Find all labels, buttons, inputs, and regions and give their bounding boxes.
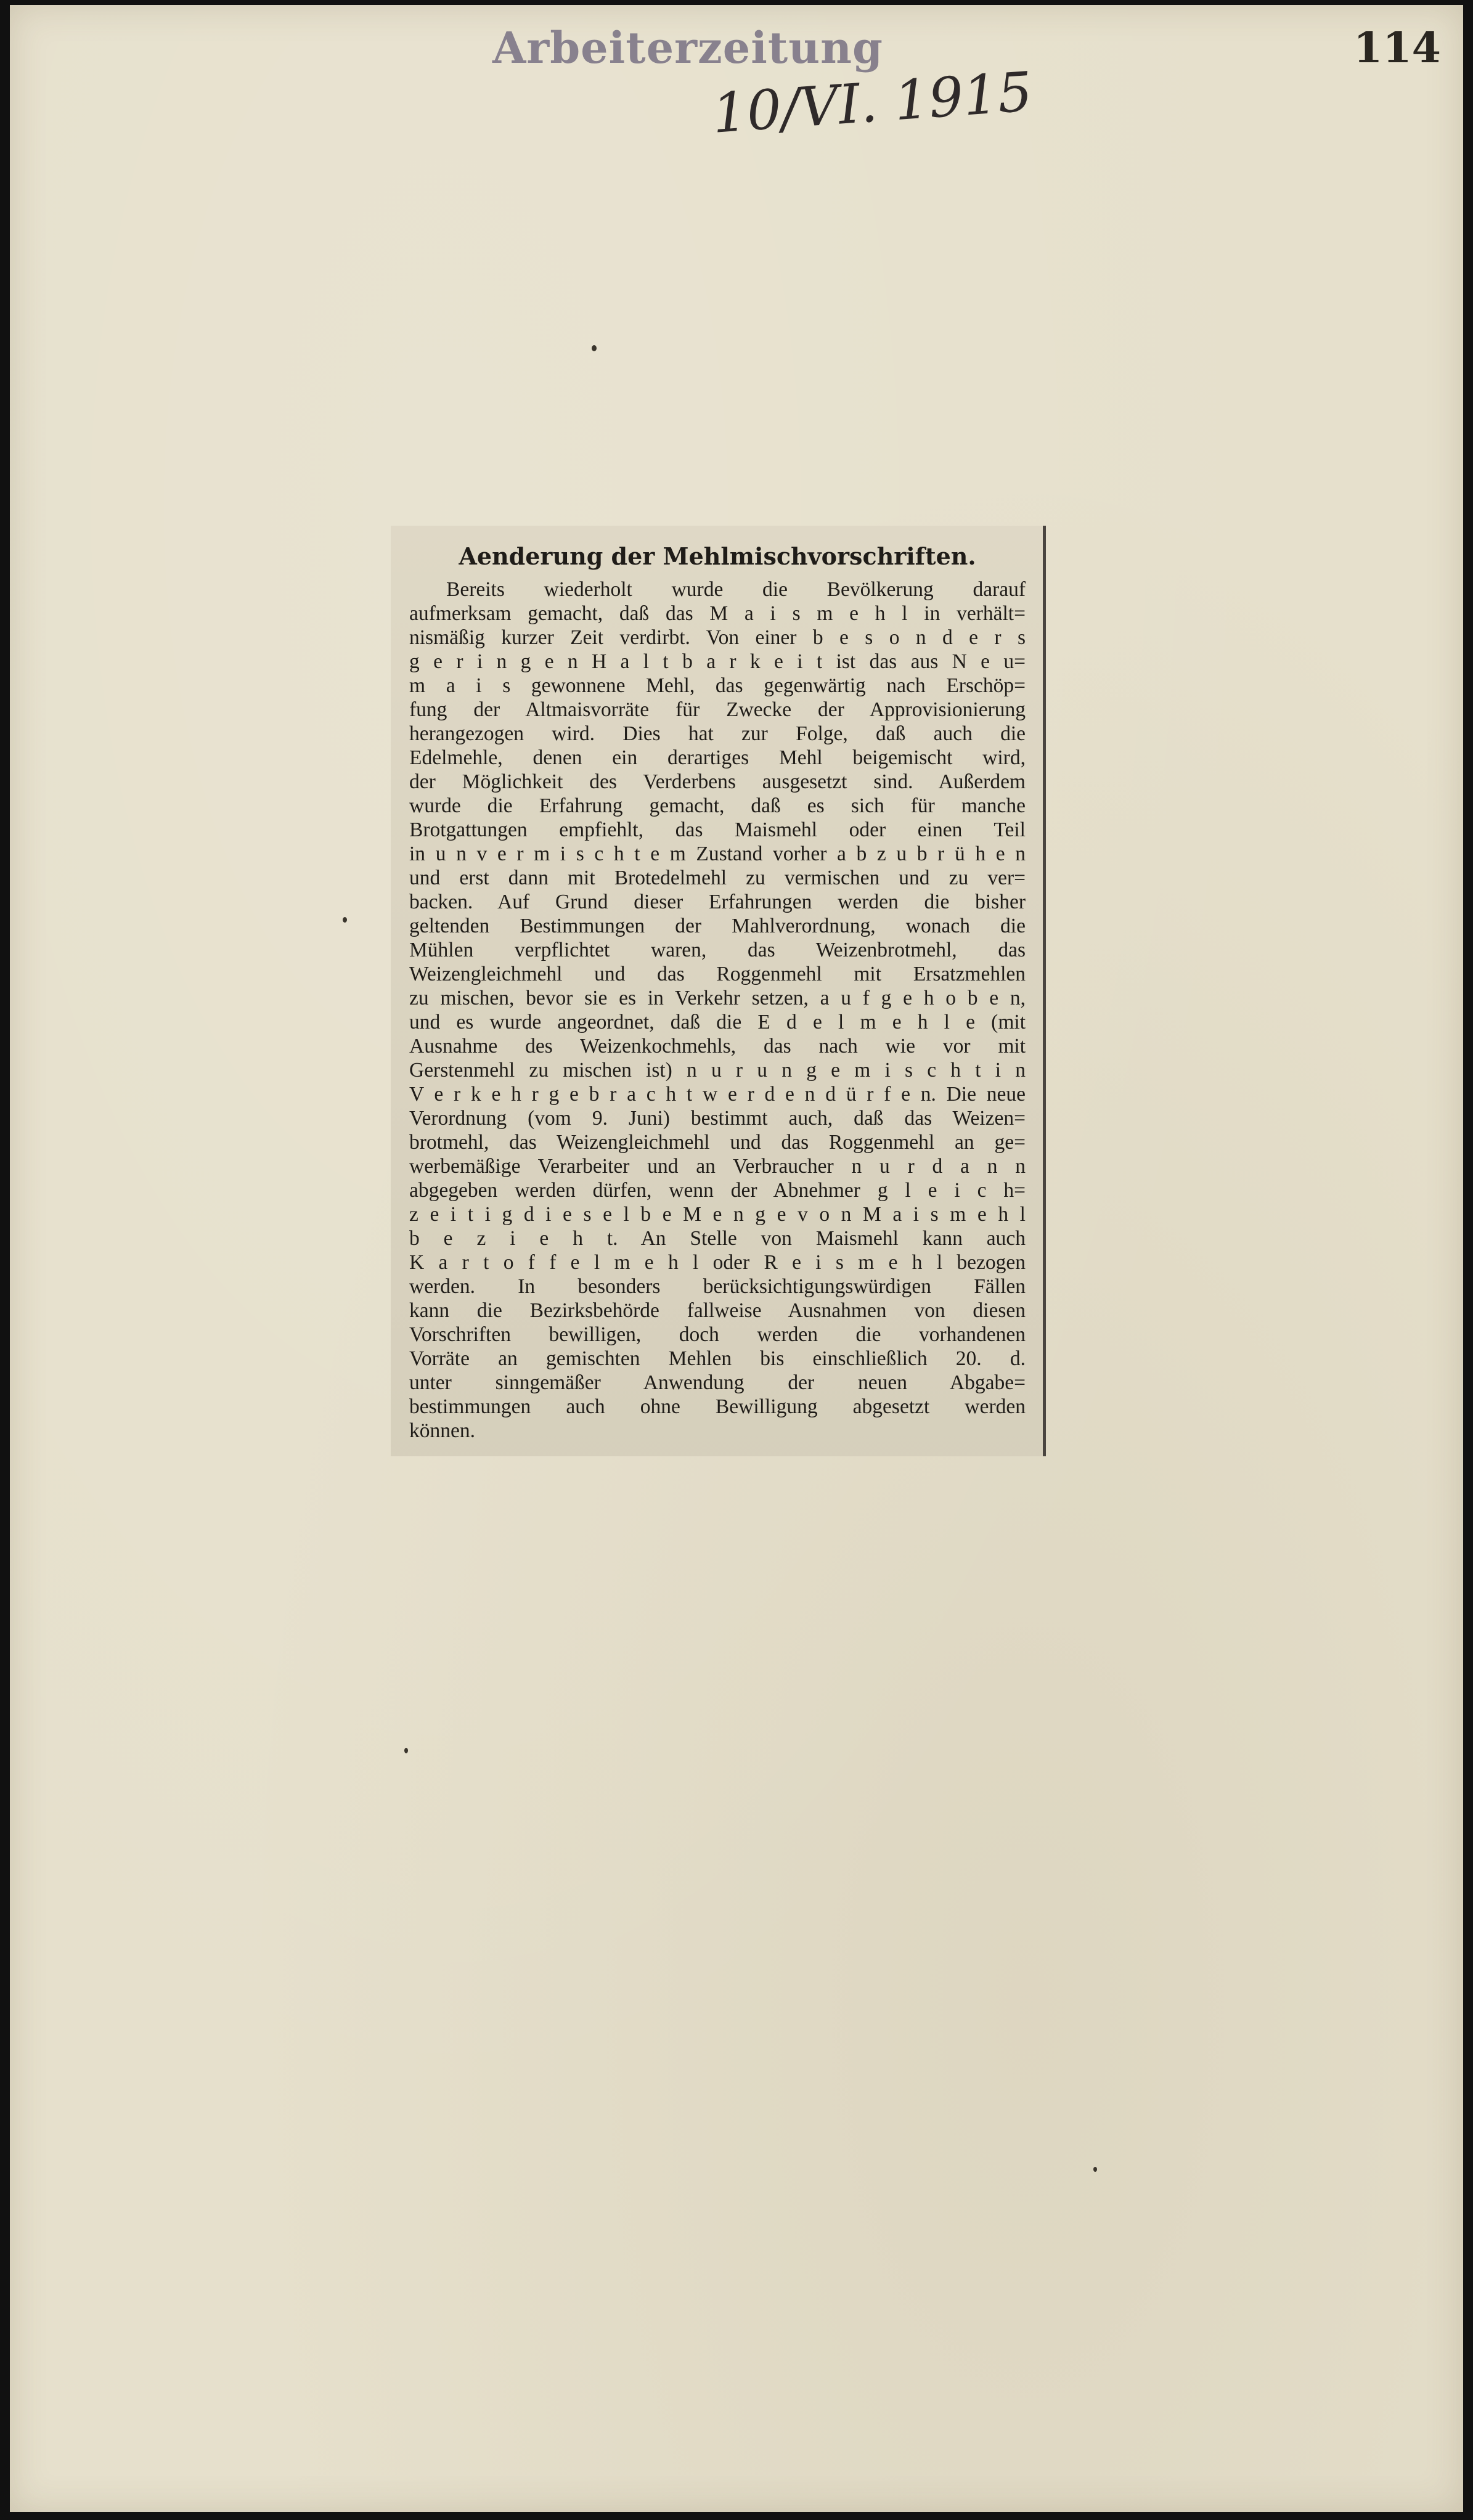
article-line: nismäßig kurzer Zeit verdirbt. Von einer b e s o n d e r s (409, 626, 1026, 649)
newspaper-clipping (391, 526, 1046, 1456)
article-line: Edelmehle, denen ein derartiges Mehl beigemischt wird, (409, 746, 1026, 769)
paper-speck (343, 917, 347, 923)
article-line: in u n v e r m i s c h t e m Zustand vorher a b z u b r ü h e n (409, 842, 1026, 865)
article-line: unter sinngemäßer Anwendung der neuen Abgabe= (409, 1371, 1026, 1394)
article-line: Verordnung (vom 9. Juni) bestimmt auch, daß das Weizen= (409, 1107, 1026, 1130)
archive-sheet (10, 5, 1463, 2512)
paper-speck (404, 1748, 408, 1753)
article-line: fung der Altmaisvorräte für Zwecke der Approvisionierung (409, 698, 1026, 721)
article-line: Bereits wiederholt wurde die Bevölkerung darauf (446, 578, 1026, 601)
article-line: g e r i n g e n H a l t b a r k e i t ist das aus N e u= (409, 650, 1026, 673)
article-line: Vorschriften bewilligen, doch werden die vorhandenen (409, 1323, 1026, 1346)
page-number: 114 (1353, 23, 1441, 73)
article-line: und es wurde angeordnet, daß die E d e l m e h l e (mit (409, 1011, 1026, 1034)
handwritten-date: 10/VI. 1915 (710, 59, 1035, 145)
paper-speck (592, 345, 597, 351)
article-line: K a r t o f f e l m e h l oder R e i s m e h l bezogen (409, 1251, 1026, 1274)
article-line: bestimmungen auch ohne Bewilligung abgesetzt werden (409, 1395, 1026, 1418)
article-title: Aenderung der Mehlmischvorschriften. (459, 542, 976, 570)
article-line: zu mischen, bevor sie es in Verkehr setzen, a u f g e h o b e n, (409, 987, 1026, 1009)
article-line: Vorräte an gemischten Mehlen bis einschließlich 20. d. (409, 1347, 1026, 1370)
article-line: Weizengleichmehl und das Roggenmehl mit Ersatzmehlen (409, 963, 1026, 985)
article-line: geltenden Bestimmungen der Mahlverordnung, wonach die (409, 915, 1026, 937)
article-line: V e r k e h r g e b r a c h t w e r d e n d ü r f e n. Die neue (409, 1083, 1026, 1106)
article-line: kann die Bezirksbehörde fallweise Ausnahmen von diesen (409, 1299, 1026, 1322)
article-line: backen. Auf Grund dieser Erfahrungen werden die bisher (409, 891, 1026, 913)
article-line: Gerstenmehl zu mischen ist) n u r u n g e m i s c h t i n (409, 1059, 1026, 1082)
article-line: können. (409, 1419, 475, 1442)
article-line: aufmerksam gemacht, daß das M a i s m e h l in verhält= (409, 602, 1026, 625)
article-line: Mühlen verpflichtet waren, das Weizenbrotmehl, das (409, 939, 1026, 961)
article-line: werden. In besonders berücksichtigungswürdigen Fällen (409, 1275, 1026, 1298)
article-line: z e i t i g d i e s e l b e M e n g e v o n M a i s m e h l (409, 1203, 1026, 1226)
article-line: abgegeben werden dürfen, wenn der Abnehmer g l e i c h= (409, 1179, 1026, 1202)
article-line: und erst dann mit Brotedelmehl zu vermischen und zu ver= (409, 867, 1026, 889)
article-line: wurde die Erfahrung gemacht, daß es sich für manche (409, 794, 1026, 817)
article-line: herangezogen wird. Dies hat zur Folge, daß auch die (409, 722, 1026, 745)
article-line: Brotgattungen empfiehlt, das Maismehl oder einen Teil (409, 818, 1026, 841)
article-body (409, 577, 1026, 1443)
article-line: Ausnahme des Weizenkochmehls, das nach wie vor mit (409, 1035, 1026, 1058)
paper-speck (1093, 2167, 1097, 2172)
article-line: der Möglichkeit des Verderbens ausgesetzt sind. Außerdem (409, 770, 1026, 793)
article-line: m a i s gewonnene Mehl, das gegenwärtig nach Erschöp= (409, 674, 1026, 697)
article-line: b e z i e h t. An Stelle von Maismehl kann auch (409, 1227, 1026, 1250)
article-line: werbemäßige Verarbeiter und an Verbraucher n u r d a n n (409, 1155, 1026, 1178)
article-line: brotmehl, das Weizengleichmehl und das Roggenmehl an ge= (409, 1131, 1026, 1154)
newspaper-stamp: Arbeiterzeitung (492, 22, 883, 73)
